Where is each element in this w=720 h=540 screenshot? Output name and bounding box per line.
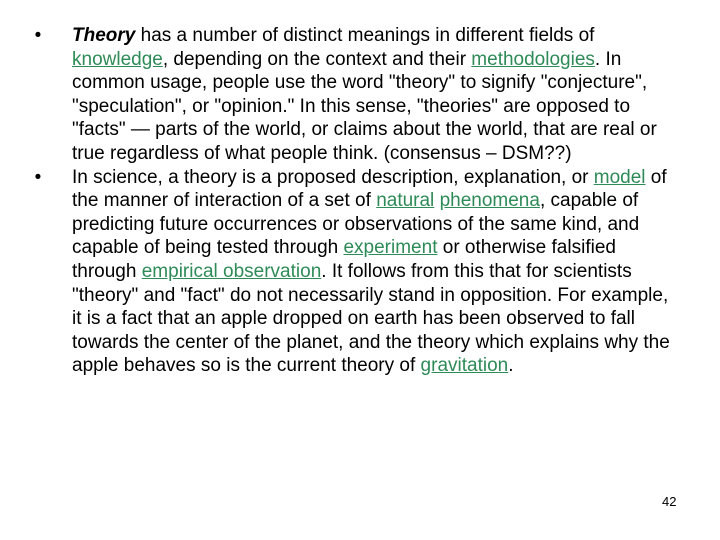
bullet-list: [30, 24, 680, 378]
body-text: or otherwise falsified through: [72, 237, 616, 282]
body-text: . It follows from this that for scientists "theory" and "fact" do not necessarily stand in opposition. For example, it is a fact that an apple dropped on earth has been observed to fall towards the center of the planet, and the theory which explains why the apple behaves so is the current theory of: [72, 260, 670, 377]
body-text: , capable of predicting future occurrences or observations of the same kind, and capable of being tested through: [72, 190, 640, 259]
body-text: In science, a theory is a proposed description, explanation, or: [72, 166, 594, 188]
bullet-item-theory-meanings: [30, 24, 680, 166]
link-model[interactable]: model: [593, 166, 646, 188]
bullet-item-theory-in-science: [30, 166, 680, 378]
link-knowledge[interactable]: knowledge: [72, 48, 163, 70]
bullet-marker: •: [34, 166, 42, 188]
link-empirical-observation[interactable]: empirical observation: [141, 260, 322, 282]
link-phenomena[interactable]: phenomena: [439, 190, 540, 212]
body-text: , depending on the context and their: [162, 48, 472, 70]
page-number: 42: [662, 494, 677, 509]
term-theory: Theory: [72, 25, 136, 46]
body-text: .: [508, 355, 514, 377]
link-gravitation[interactable]: gravitation: [420, 355, 509, 377]
body-text: . In common usage, people use the word "theory" to signify "conjecture", "speculation", or "opinion." In this sense, "theories" are opposed to "facts" — parts of the world, or claims about the world, that are real or true regardless of what people think. (consensus – DSM??): [72, 48, 657, 164]
link-methodologies[interactable]: methodologies: [471, 48, 595, 70]
body-text: of the manner of interaction of a set of: [72, 166, 667, 212]
body-text: has a number of distinct meanings in different fields of: [135, 25, 595, 46]
link-experiment[interactable]: experiment: [343, 237, 438, 259]
link-natural[interactable]: natural: [376, 190, 435, 212]
bullet-marker: •: [34, 25, 42, 46]
